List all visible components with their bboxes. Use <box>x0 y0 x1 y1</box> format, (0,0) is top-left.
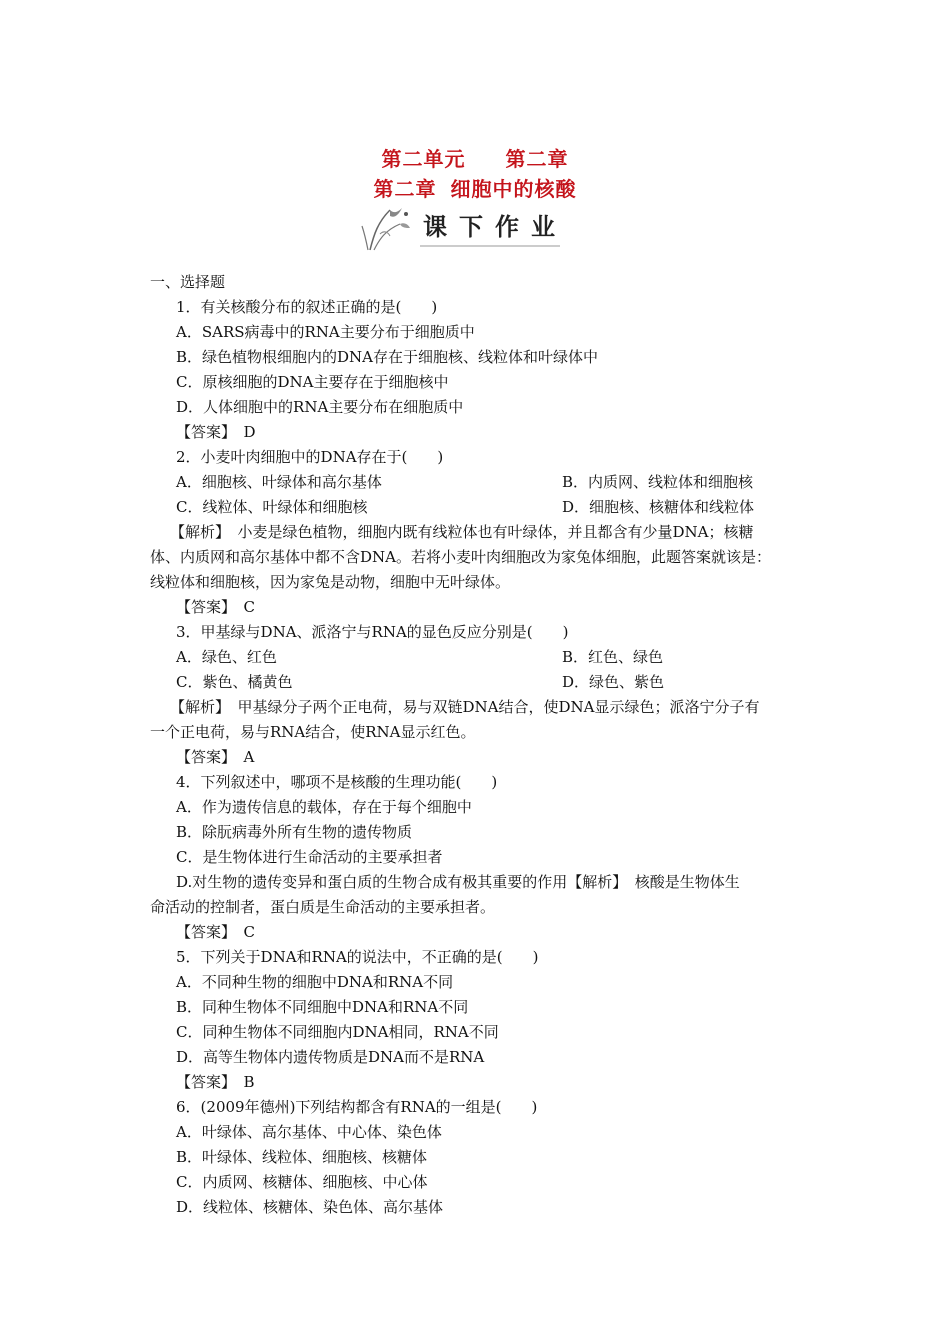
banner-text <box>420 212 558 242</box>
option: D．细胞核、核糖体和线粒体 <box>562 498 755 516</box>
question-stem: 5．下列关于DNA和RNA的说法中，不正确的是( ) <box>176 948 539 966</box>
option: A．叶绿体、高尔基体、中心体、染色体 <box>176 1123 442 1141</box>
explanation-line: 体、内质网和高尔基体中都不含DNA。若将小麦叶肉细胞改为家兔体细胞，此题答案就该是： <box>150 548 771 566</box>
option: B．绿色植物根细胞内的DNA存在于细胞核、线粒体和叶绿体中 <box>176 348 599 366</box>
option: C．紫色、橘黄色 <box>176 673 293 691</box>
banner-char: 课 <box>423 212 447 241</box>
option: C．原核细胞的DNA主要存在于细胞核中 <box>176 373 449 391</box>
explanation-line: 一个正电荷，易与RNA结合，使RNA显示红色。 <box>150 723 476 741</box>
option: D．人体细胞中的RNA主要分布在细胞质中 <box>176 398 464 416</box>
option: B．叶绿体、线粒体、细胞核、核糖体 <box>176 1148 428 1166</box>
homework-banner <box>360 204 580 252</box>
option: B．同种生物体不同细胞中DNA和RNA不同 <box>176 998 469 1016</box>
answer: 【答案】 C <box>176 598 255 616</box>
option: D．高等生物体内遗传物质是DNA而不是RNA <box>176 1048 485 1066</box>
option: A．绿色、红色 <box>176 648 277 666</box>
explanation-line: 【解析】 小麦是绿色植物，细胞内既有线粒体也有叶绿体，并且都含有少量DNA；核糖 <box>170 523 754 541</box>
explanation-line: 命活动的控制者，蛋白质是生命活动的主要承担者。 <box>150 898 496 916</box>
option: C．线粒体、叶绿体和细胞核 <box>176 498 368 516</box>
explanation-line: 线粒体和细胞核，因为家兔是动物，细胞中无叶绿体。 <box>150 573 511 591</box>
question-stem: 3．甲基绿与DNA、派洛宁与RNA的显色反应分别是( ) <box>176 623 569 641</box>
banner-char: 下 <box>459 212 483 241</box>
option: A．细胞核、叶绿体和高尔基体 <box>176 473 382 491</box>
subtitle-topic: 细胞中的核酸 <box>450 177 577 201</box>
option: C．内质网、核糖体、细胞核、中心体 <box>176 1173 428 1191</box>
option: C．同种生物体不同细胞内DNA相同，RNA不同 <box>176 1023 499 1041</box>
banner-char: 业 <box>531 212 555 241</box>
option: D.对生物的遗传变异和蛋白质的生物合成有极其重要的作用【解析】 核酸是生物体生 <box>176 873 740 891</box>
question-stem: 1．有关核酸分布的叙述正确的是( ) <box>176 298 438 316</box>
banner-char: 作 <box>495 212 519 241</box>
unit-chapter-title <box>0 143 950 172</box>
answer: 【答案】 C <box>176 923 255 941</box>
option: D．线粒体、核糖体、染色体、高尔基体 <box>176 1198 444 1216</box>
option: D．绿色、紫色 <box>562 673 665 691</box>
question-stem: 4．下列叙述中，哪项不是核酸的生理功能( ) <box>176 773 498 791</box>
answer: 【答案】 A <box>176 748 255 766</box>
option: A．作为遗传信息的载体，存在于每个细胞中 <box>176 798 472 816</box>
option: A．不同种生物的细胞中DNA和RNA不同 <box>176 973 454 991</box>
option: A．SARS病毒中的RNA主要分布于细胞质中 <box>176 323 475 341</box>
question-stem: 6．(2009年德州)下列结构都含有RNA的一组是( ) <box>176 1098 538 1116</box>
unit-label: 第二单元 <box>381 147 466 171</box>
option: C．是生物体进行生命活动的主要承担者 <box>176 848 443 866</box>
option: B．除朊病毒外所有生物的遗传物质 <box>176 823 413 841</box>
chapter-label: 第二章 <box>505 147 569 171</box>
option: B．内质网、线粒体和细胞核 <box>562 473 754 491</box>
explanation-line: 【解析】 甲基绿分子两个正电荷，易与双链DNA结合，使DNA显示绿色；派洛宁分子有 <box>170 698 760 716</box>
section-title <box>0 173 950 202</box>
answer: 【答案】 D <box>176 423 256 441</box>
option: B．红色、绿色 <box>562 648 664 666</box>
subtitle-chapter: 第二章 <box>373 177 437 201</box>
question-stem: 2．小麦叶肉细胞中的DNA存在于( ) <box>176 448 444 466</box>
section-heading: 一、选择题 <box>150 273 226 291</box>
answer: 【答案】 B <box>176 1073 255 1091</box>
